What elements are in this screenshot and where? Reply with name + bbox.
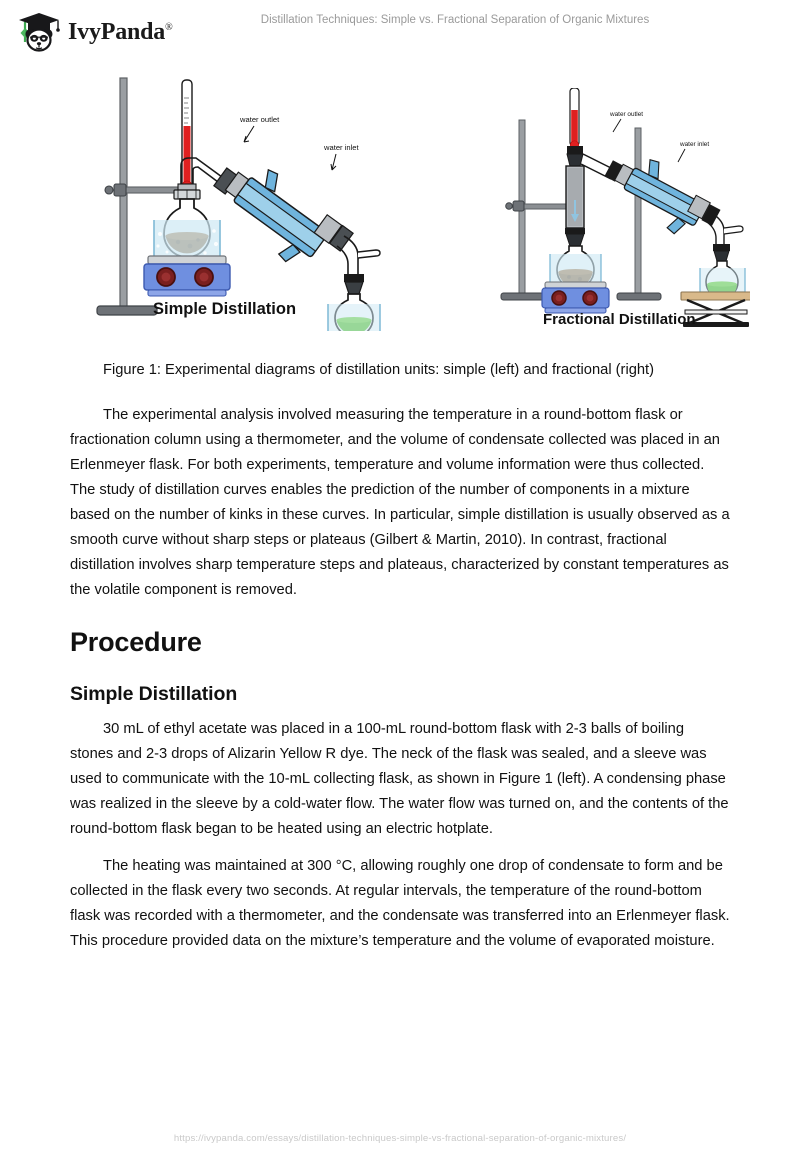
paragraph-heating-procedure: The heating was maintained at 300 °C, allowing roughly one drop of condensate to form and be collected in the flask every two seconds. At regular intervals, the temperature of the round-bottom flask was recorded with a thermometer, and the condensate was transferred into an Erlenmeyer flask. This procedure provided data on the mixture’s temperature and the volume of evaporated moisture. <box>70 858 730 949</box>
logo-trademark: ® <box>165 22 173 33</box>
heading-procedure: Procedure <box>70 627 202 657</box>
page-header <box>0 0 800 62</box>
label-water-outlet-right: water outlet <box>610 111 644 118</box>
document-header-title: Distillation Techniques: Simple vs. Fractional Separation of Organic Mixtures <box>260 14 650 26</box>
simple-distillation-caption: Simple Distillation <box>153 300 297 318</box>
label-water-inlet-right: water inlet <box>680 141 710 148</box>
label-water-inlet-left: water inlet <box>324 143 359 152</box>
fractional-distillation-caption: Fractional Distillation <box>543 311 696 328</box>
figure-1 <box>0 66 800 346</box>
simple-distillation-diagram <box>92 66 392 331</box>
paragraph-experimental-analysis: The experimental analysis involved measuring the temperature in a round-bottom flask or fractionation column using a thermometer, and the volume of condensate collected was placed in an Erlenmeyer flask. For both experiments, temperature and volume information were thus collected. The study of distillation curves enables the prediction of the number of components in a mixture based on the number of kinks in these curves. In particular, simple distillation is usually observed as a smooth curve without sharp steps or plateaus (Gilbert & Martin, 2010). In contrast, fractional distillation involves sharp temperature steps and plateaus, characterized by constant temperatures as the volatile component is removed. <box>70 407 730 598</box>
heading-simple-distillation: Simple Distillation <box>70 683 238 705</box>
label-water-outlet-left: water outlet <box>240 115 280 124</box>
figure-caption: Figure 1: Experimental diagrams of distillation units: simple (left) and fractional (right) <box>103 362 655 378</box>
document-body <box>70 358 730 966</box>
paragraph-ethyl-acetate-setup: 30 mL of ethyl acetate was placed in a 100-mL round-bottom flask with 2-3 balls of boiling stones and 2-3 drops of Alizarin Yellow R dye. The neck of the flask was sealed, and a sleeve was used to communicate with the 10-mL collecting flask, as shown in Figure 1 (left). A condensing phase was realized in the sleeve by a cold-water flow. The water flow was turned on, and the contents of the round-bottom flask began to be heated using an electric hotplate. <box>70 721 729 837</box>
footer-source-url[interactable]: https://ivypanda.com/essays/distillation-techniques-simple-vs-fractional-separation-of-organic-mixtures/ <box>173 1133 627 1144</box>
fractional-distillation-diagram <box>495 88 750 328</box>
logo-text: IvyPanda <box>68 19 166 45</box>
